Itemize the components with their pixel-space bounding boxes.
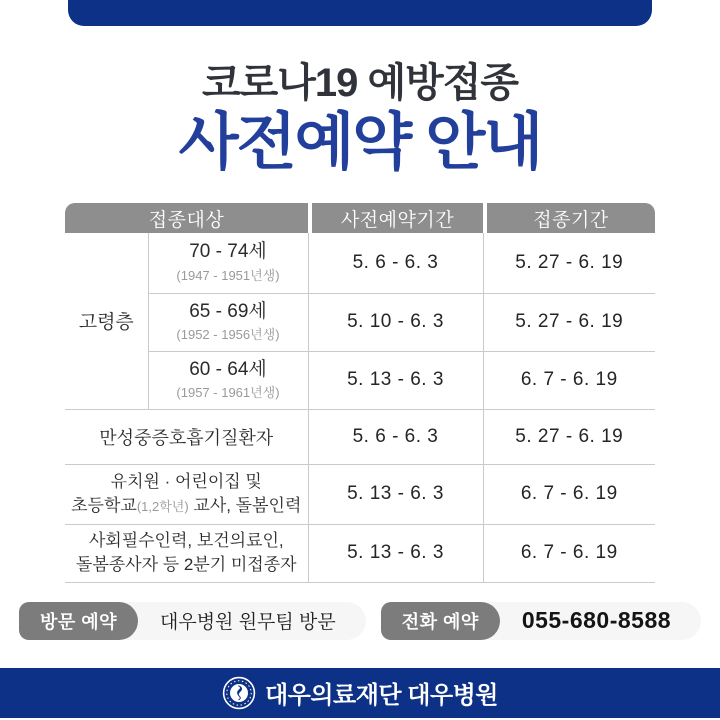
reserve-dates: 5. 6 - 6. 3 (352, 251, 439, 273)
reservation-info-row (0, 602, 720, 640)
header-reserve-period: 사전예약기간 (312, 203, 483, 233)
vaccine-period-cell (483, 233, 655, 293)
target-line2: 초등학교 (71, 496, 137, 515)
reserve-dates: 5. 6 - 6. 3 (352, 425, 439, 447)
reserve-dates: 5. 13 - 6. 3 (347, 542, 444, 563)
header-target: 접종대상 (65, 203, 308, 233)
target-cell (65, 464, 308, 524)
elderly-group-cell (65, 233, 148, 409)
birth-years: (1957 - 1961년생) (176, 385, 280, 401)
phone-number: 055-680-8588 (521, 607, 672, 633)
visit-reservation-badge: 방문 예약 (19, 602, 138, 640)
grade-note: (1,2학년) (136, 499, 189, 514)
target-group (65, 470, 308, 518)
birth-years: (1947 - 1951년생) (176, 268, 280, 284)
reserve-period-cell (308, 293, 483, 351)
vaccine-period-cell (483, 293, 655, 351)
top-accent-bar (68, 0, 652, 26)
target-line1: 유치원 · 어린이집 및 (110, 472, 262, 492)
reserve-period-cell (308, 233, 483, 293)
reserve-period-cell (308, 409, 483, 464)
vaccine-dates: 5. 27 - 6. 19 (515, 425, 624, 447)
phone-reservation-pill (381, 602, 701, 640)
vaccine-period-cell (483, 524, 655, 582)
table-row (65, 409, 655, 464)
header-vaccine-period: 접종기간 (487, 203, 655, 233)
age-cell (148, 351, 308, 409)
schedule-table (65, 203, 655, 583)
vaccine-period-cell (483, 409, 655, 464)
phone-reservation-badge: 전화 예약 (381, 602, 500, 640)
vaccine-dates: 6. 7 - 6. 19 (520, 369, 618, 390)
target-group: 만성중증호흡기질환자 (99, 427, 274, 448)
hospital-logo-icon (222, 676, 256, 710)
visit-reservation-pill (19, 602, 366, 640)
table-header-row (65, 203, 655, 233)
poster-subtitle: 코로나19 예방접종 (201, 61, 519, 105)
table-row (65, 351, 655, 409)
age-cell (148, 233, 308, 293)
vaccine-dates: 5. 27 - 6. 19 (515, 311, 624, 332)
table-row (65, 524, 655, 582)
target-cell (65, 409, 308, 464)
birth-years: (1952 - 1956년생) (176, 327, 280, 343)
reserve-period-cell (308, 524, 483, 582)
age-cell (148, 293, 308, 351)
reserve-period-cell (308, 351, 483, 409)
age-range: 65 - 69세 (189, 300, 267, 322)
vaccine-period-cell (483, 464, 655, 524)
target-line2: 돌봄종사자 등 2분기 미접종자 (75, 555, 297, 574)
table-row (65, 464, 655, 524)
vaccine-dates: 6. 7 - 6. 19 (520, 483, 618, 504)
target-line2-rest: 교사, 돌봄인력 (188, 496, 302, 515)
footer-bar (0, 668, 720, 718)
hospital-name: 대우의료재단 대우병원 (264, 682, 498, 709)
table-row (65, 293, 655, 351)
table-body (65, 233, 655, 583)
age-range: 60 - 64세 (189, 358, 267, 380)
reserve-dates: 5. 13 - 6. 3 (347, 369, 444, 390)
vaccine-period-cell (483, 351, 655, 409)
target-group (65, 529, 308, 577)
reserve-period-cell (308, 464, 483, 524)
reserve-dates: 5. 13 - 6. 3 (347, 483, 444, 504)
target-line1: 사회필수인력, 보건의료인, (88, 531, 284, 551)
target-cell (65, 524, 308, 582)
age-range: 70 - 74세 (189, 241, 267, 263)
reserve-dates: 5. 10 - 6. 3 (347, 311, 444, 332)
poster-title: 사전예약 안내 (178, 108, 542, 177)
visit-reservation-text: 대우병원 원무팀 방문 (160, 612, 336, 633)
table-row (65, 233, 655, 293)
vaccine-dates: 6. 7 - 6. 19 (520, 542, 618, 563)
elderly-group-label: 고령층 (78, 312, 134, 334)
vaccine-dates: 5. 27 - 6. 19 (515, 251, 624, 273)
